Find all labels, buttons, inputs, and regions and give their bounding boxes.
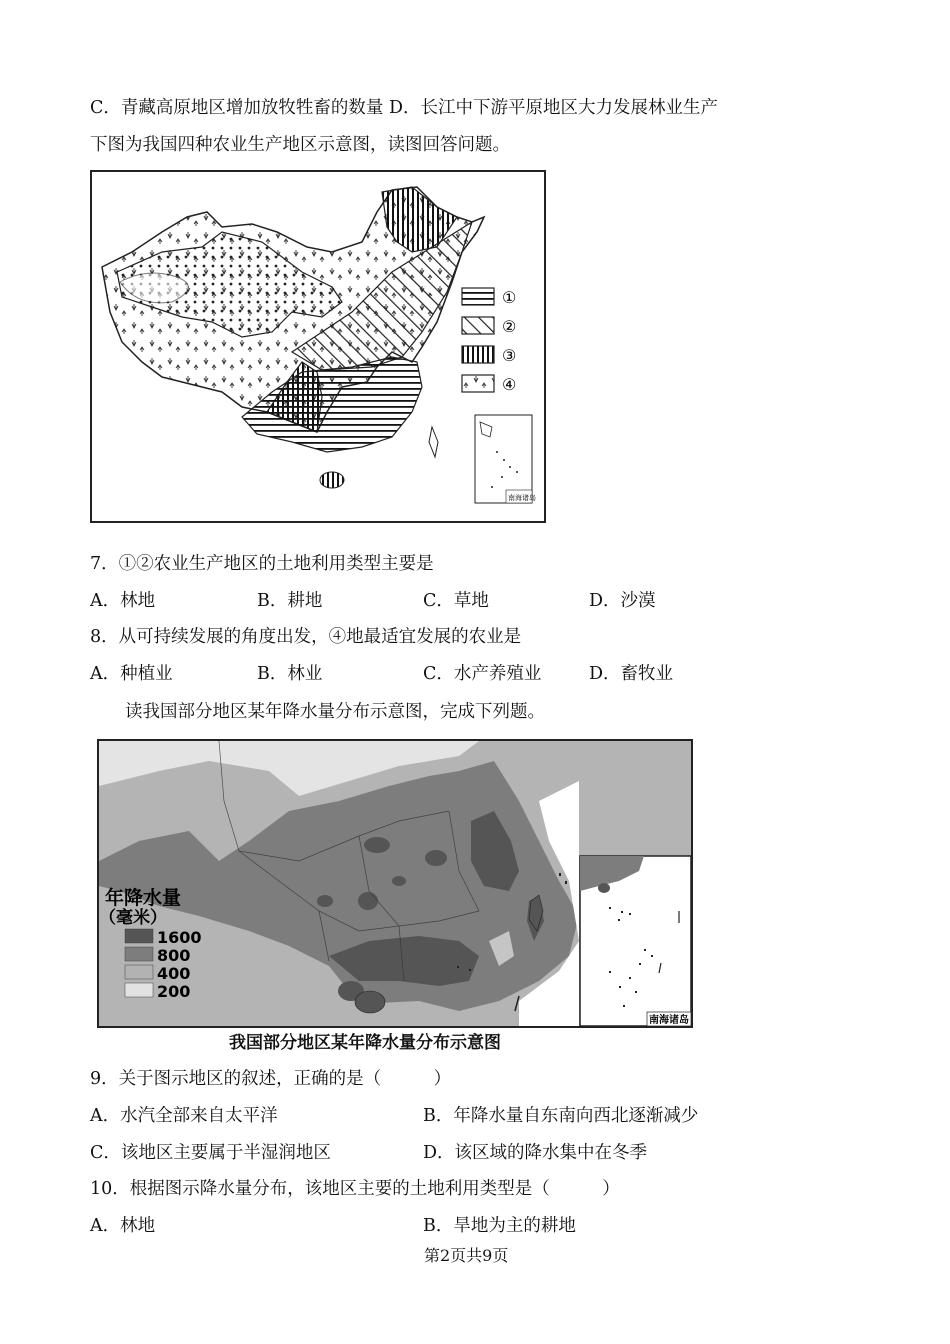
intro-text-2: 读我国部分地区某年降水量分布示意图，完成下列题。 xyxy=(125,702,545,722)
map1-inset xyxy=(475,415,536,503)
page-footer: 第2页共9页 xyxy=(424,1246,509,1265)
agriculture-region-map xyxy=(90,170,546,523)
q6-option-c-d: C．青藏高原地区增加放牧牲畜的数量 D．长江中下游平原地区大力发展林业生产 xyxy=(90,98,718,118)
legend-label-2: ② xyxy=(502,317,517,336)
q7-option-a[interactable]: A．林地 xyxy=(90,591,156,611)
q9-option-c[interactable]: C．该地区主要属于半湿润地区 xyxy=(90,1143,331,1163)
legend-value-200: 200 xyxy=(157,982,191,1001)
q10-option-b[interactable]: B．旱地为主的耕地 xyxy=(423,1216,576,1236)
q7-option-b[interactable]: B．耕地 xyxy=(257,591,323,611)
q7-stem: 7．①②农业生产地区的土地利用类型主要是 xyxy=(90,554,434,574)
map2-inset-label: 南海诸岛 xyxy=(649,1015,689,1026)
q8-option-c[interactable]: C．水产养殖业 xyxy=(423,664,542,684)
legend-swatch-1600 xyxy=(125,929,153,943)
precipitation-map-svg xyxy=(99,741,691,1026)
q9-option-d[interactable]: D．该区域的降水集中在冬季 xyxy=(423,1143,648,1163)
legend-label-4: ④ xyxy=(502,375,517,394)
q10-option-a[interactable]: A．林地 xyxy=(90,1216,156,1236)
legend-swatch-200 xyxy=(125,983,153,997)
q9-option-a[interactable]: A．水汽全部来自太平洋 xyxy=(90,1106,278,1126)
q8-option-a[interactable]: A．种植业 xyxy=(90,664,173,684)
legend-value-800: 800 xyxy=(157,946,191,965)
legend-swatch-800 xyxy=(125,947,153,961)
precipitation-map xyxy=(97,739,693,1028)
map2-caption: 我国部分地区某年降水量分布示意图 xyxy=(229,1033,501,1053)
q9-option-b[interactable]: B．年降水量自东南向西北逐渐减少 xyxy=(423,1106,699,1126)
legend-swatch-400 xyxy=(125,965,153,979)
legend-value-1600: 1600 xyxy=(157,928,202,947)
q10-stem: 10．根据图示降水量分布，该地区主要的土地利用类型是（ ） xyxy=(90,1179,620,1199)
legend-label-3: ③ xyxy=(502,346,517,365)
legend-title-line-2: （毫米） xyxy=(99,908,167,928)
q8-option-b[interactable]: B．林业 xyxy=(257,664,323,684)
q8-option-d[interactable]: D．畜牧业 xyxy=(589,664,674,684)
q9-stem: 9．关于图示地区的叙述，正确的是（ ） xyxy=(90,1069,452,1089)
q8-stem: 8．从可持续发展的角度出发，④地最适宜发展的农业是 xyxy=(90,627,522,647)
intro-text-1: 下图为我国四种农业生产地区示意图，读图回答问题。 xyxy=(90,135,510,155)
legend-value-400: 400 xyxy=(157,964,191,983)
q7-option-c[interactable]: C．草地 xyxy=(423,591,489,611)
q7-option-d[interactable]: D．沙漠 xyxy=(589,591,656,611)
legend-label-1: ① xyxy=(502,288,517,307)
agriculture-map-svg xyxy=(92,172,544,521)
legend-title-line-1: 年降水量 xyxy=(105,887,182,909)
map1-inset-label: 南海诸岛 xyxy=(508,494,536,502)
map2-inset xyxy=(580,856,691,1026)
map1-legend xyxy=(462,288,516,394)
